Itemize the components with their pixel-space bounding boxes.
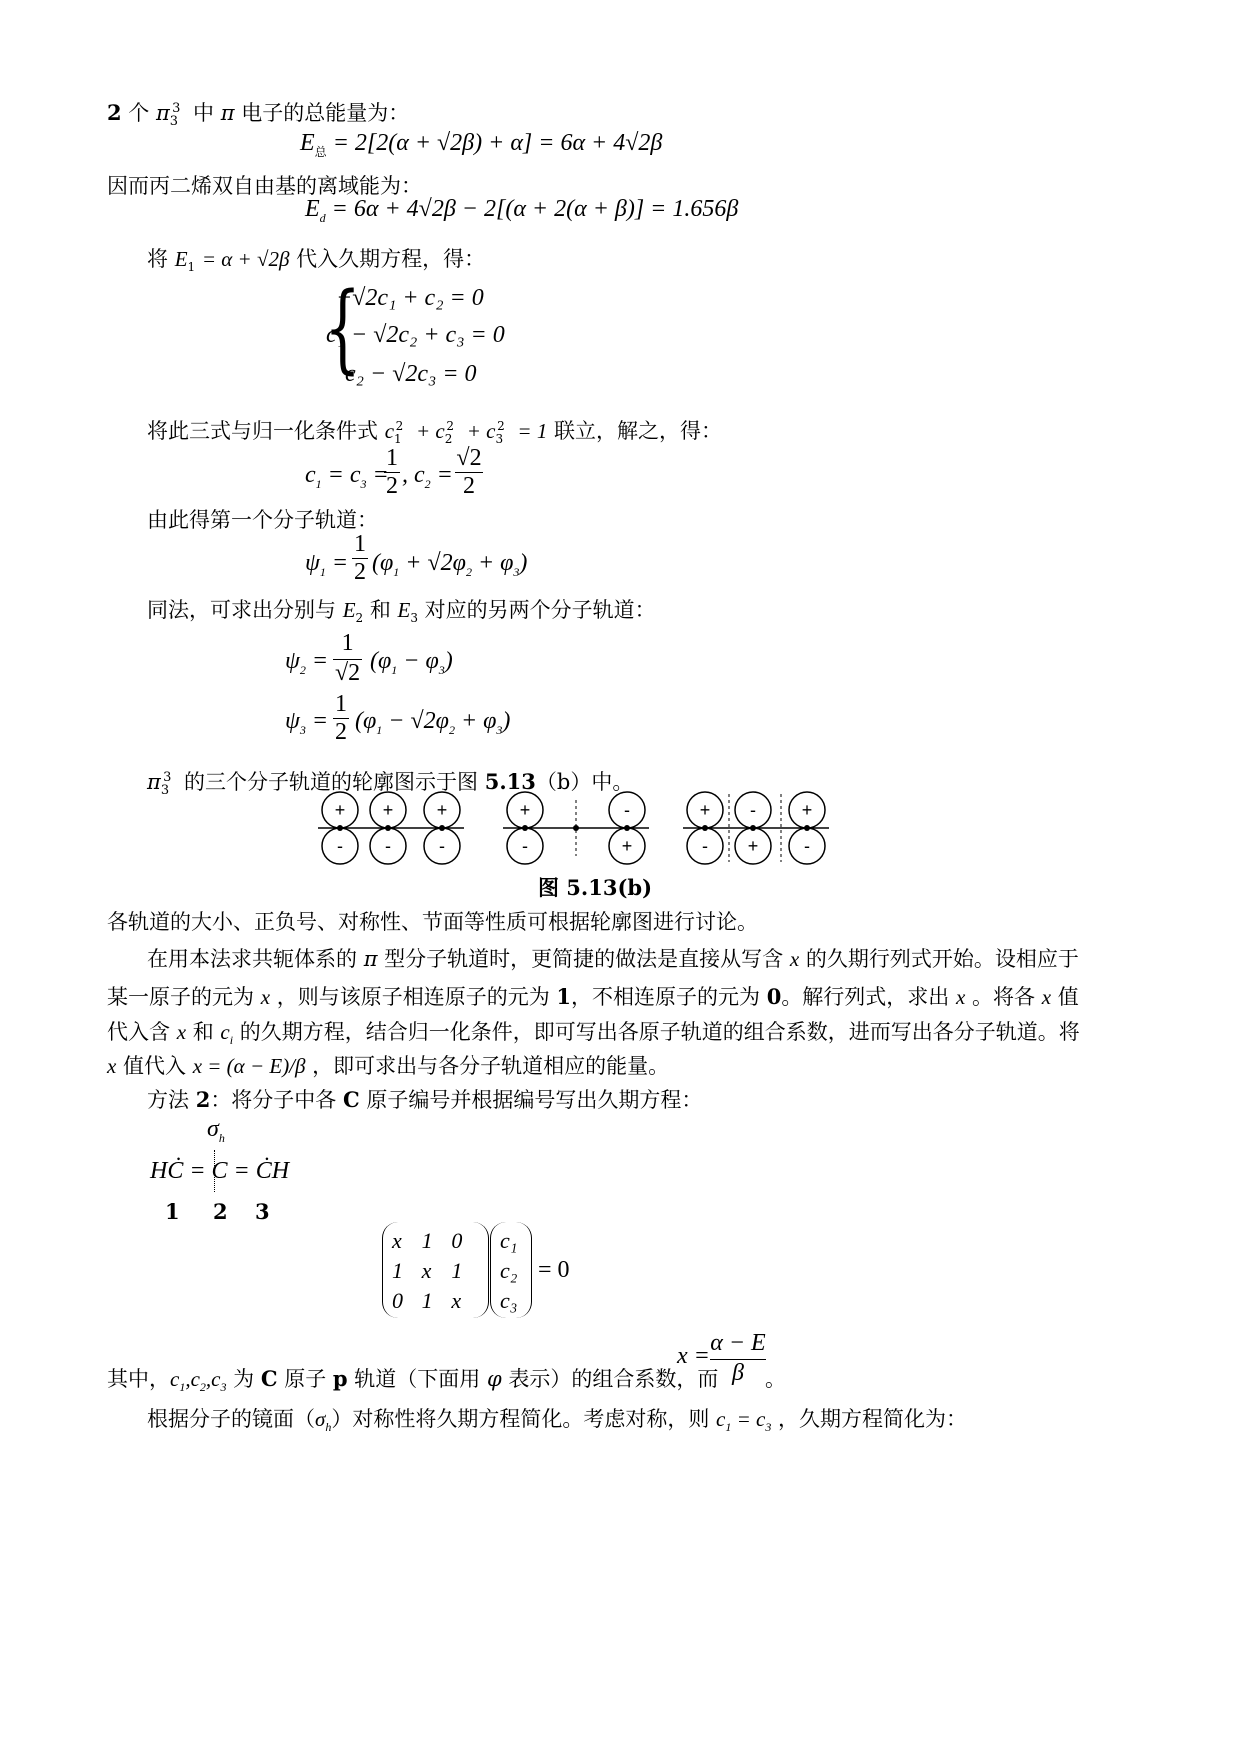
molecule-formula: HĊ = C = ĊH: [150, 1158, 290, 1184]
lobe-sign: +: [801, 800, 813, 820]
lobe-sign: +: [436, 800, 448, 820]
lobe-sign: -: [337, 836, 343, 856]
method-para-line-4: x 值代入 x = (α − E)/β ，即可求出与各分子轨道相应的能量。: [107, 1054, 670, 1078]
matrix-cell: x: [451, 1288, 462, 1313]
lobe-sign: -: [624, 800, 630, 820]
matrix-cell: 1: [421, 1288, 433, 1313]
substitute-intro: 将 $E_1 = \alpha + √2\beta$ 代入久期方程，得：: [147, 247, 486, 275]
vector-cell: c₃: [500, 1288, 518, 1313]
delocalization-equation: $E_d = 6\alpha + 4√2\beta - 2[(\alpha + 2(\alpha + \beta)] = 1.656\beta$: [305, 196, 739, 225]
psi2-lhs: $\psi_2$ =: [285, 648, 329, 677]
x-def-frac: α − E β: [710, 1330, 766, 1386]
matrix-equals-zero: = 0: [538, 1257, 570, 1283]
system-eq-1: −√2c₁ + c₂ = 0: [336, 285, 484, 311]
psi1-rhs: $(\varphi_1 + √2\varphi_2 + \varphi_3)$: [372, 550, 528, 579]
psi3-frac: 1 2: [335, 691, 347, 745]
lobe-sign: -: [702, 836, 708, 856]
system-eq-2: c₁ − √2c₂ + c₃ = 0: [326, 322, 505, 348]
method-para-line-3: 代入含 x 和 $c_i$ 的久期方程，结合归一化条件，即可写出各原子轨道的组合系数，进而写出各分子轨道。将: [107, 1020, 1080, 1048]
lobe-sign: -: [522, 836, 528, 856]
secular-matrix: [382, 1222, 489, 1318]
method-para-line-1: 在用本法求共轭体系的 π 型分子轨道时，更简捷的做法是直接从写含 x 的久期行列式开始。设相应于: [147, 947, 1079, 971]
normalization-intro: 将此三式与归一化条件式 $c_1^2 + c_2^2 + c_3^2 = 1$ 联立，解之，得：: [147, 419, 723, 447]
matrix-cell: x: [392, 1228, 402, 1253]
matrix-cell: 0: [451, 1228, 463, 1253]
solution-frac-2: √2 2: [456, 445, 482, 499]
orbital-figure: [318, 790, 848, 870]
vector-cell: c₂: [500, 1258, 518, 1283]
method2-intro: 方法 2：将分子中各 C 原子编号并根据编号写出久期方程：: [147, 1087, 703, 1112]
atom-number-2: 2: [213, 1199, 228, 1224]
lobe-sign: +: [519, 800, 531, 820]
vector-cell: c₁: [500, 1228, 518, 1253]
matrix-cell: 1: [392, 1258, 403, 1283]
solution-lhs: $c_1 = c_3$ =: [305, 462, 389, 491]
psi3-rhs: $(\varphi_1 - √2\varphi_2 + \varphi_3)$: [355, 708, 511, 737]
lobe-sign: -: [750, 800, 756, 820]
solution-frac-1: 1 2: [386, 445, 398, 499]
lobe-sign: -: [439, 836, 445, 856]
atom-number-3: 3: [255, 1199, 270, 1224]
solution-c2: , $c_2$ =: [402, 462, 453, 491]
psi3-lhs: $\psi_3$ =: [285, 708, 329, 737]
figure-caption: 图 5.13(b): [538, 875, 653, 900]
sigma-h-label: $\sigma_h$: [207, 1116, 225, 1145]
psi1-frac: 1 2: [354, 531, 366, 585]
energy-intro: 2 个 $\pi_3^3$ 中 π 电子的总能量为：: [107, 100, 410, 130]
period-mark: 。: [765, 1367, 786, 1391]
lobe-sign: +: [334, 800, 346, 820]
matrix-cell: 1: [421, 1228, 433, 1253]
lobe-sign: -: [804, 836, 810, 856]
matrix-cell: 1: [451, 1258, 463, 1283]
equation-brace: {: [324, 272, 361, 384]
psi2-frac: 1 √2: [335, 630, 361, 686]
first-mo-intro: 由此得第一个分子轨道：: [147, 508, 378, 532]
lobe-sign: +: [382, 800, 394, 820]
symmetry-simplification: 根据分子的镜面$(\sigma_h)$对称性将久期方程简化。考虑对称，则 $c_1 = c_3$ ，久期方程简化为：: [147, 1407, 968, 1435]
lobe-sign: -: [385, 836, 391, 856]
discussion-text: 各轨道的大小、正负号、对称性、节面等性质可根据轮廓图进行讨论。: [107, 910, 758, 934]
system-eq-3: c₂ − √2c₃ = 0: [345, 361, 477, 387]
atom-number-1: 1: [165, 1199, 180, 1224]
x-def-lhs: x =: [677, 1343, 710, 1369]
psi1-lhs: $\psi_1$ =: [305, 550, 349, 579]
psi2-rhs: $(\varphi_1 - \varphi_3)$: [370, 648, 453, 677]
coefficient-vector: [490, 1222, 532, 1318]
atom-dot: [573, 825, 579, 831]
lobe-sign: +: [621, 836, 633, 856]
delocalization-intro: 因而丙二烯双自由基的离域能为：: [107, 174, 422, 198]
total-energy-equation: $E_总 = 2[2(\alpha + √2\beta) + \alpha] = 6\alpha + 4√2\beta$: [300, 130, 663, 159]
figure-intro: $\pi_3^3$ 的三个分子轨道的轮廓图示于图 5.13（b）中。: [147, 769, 634, 799]
coefficient-explanation: 其中，$c_1,c_2,c_3$ 为 C 原子 p 轨道（下面用 φ 表示）的组合系数，而: [107, 1366, 719, 1395]
lobe-sign: +: [747, 836, 759, 856]
lobe-sign: +: [699, 800, 711, 820]
matrix-cell: 0: [392, 1288, 403, 1313]
other-mo-intro: 同法，可求出分别与 $E_2$ 和 $E_3$ 对应的另两个分子轨道：: [147, 598, 656, 626]
method-para-line-2: 某一原子的元为 x ，则与该原子相连原子的元为 1，不相连原子的元为 0。解行列式，求出 x 。将各 x 值: [107, 984, 1079, 1009]
matrix-cell: x: [421, 1258, 432, 1283]
